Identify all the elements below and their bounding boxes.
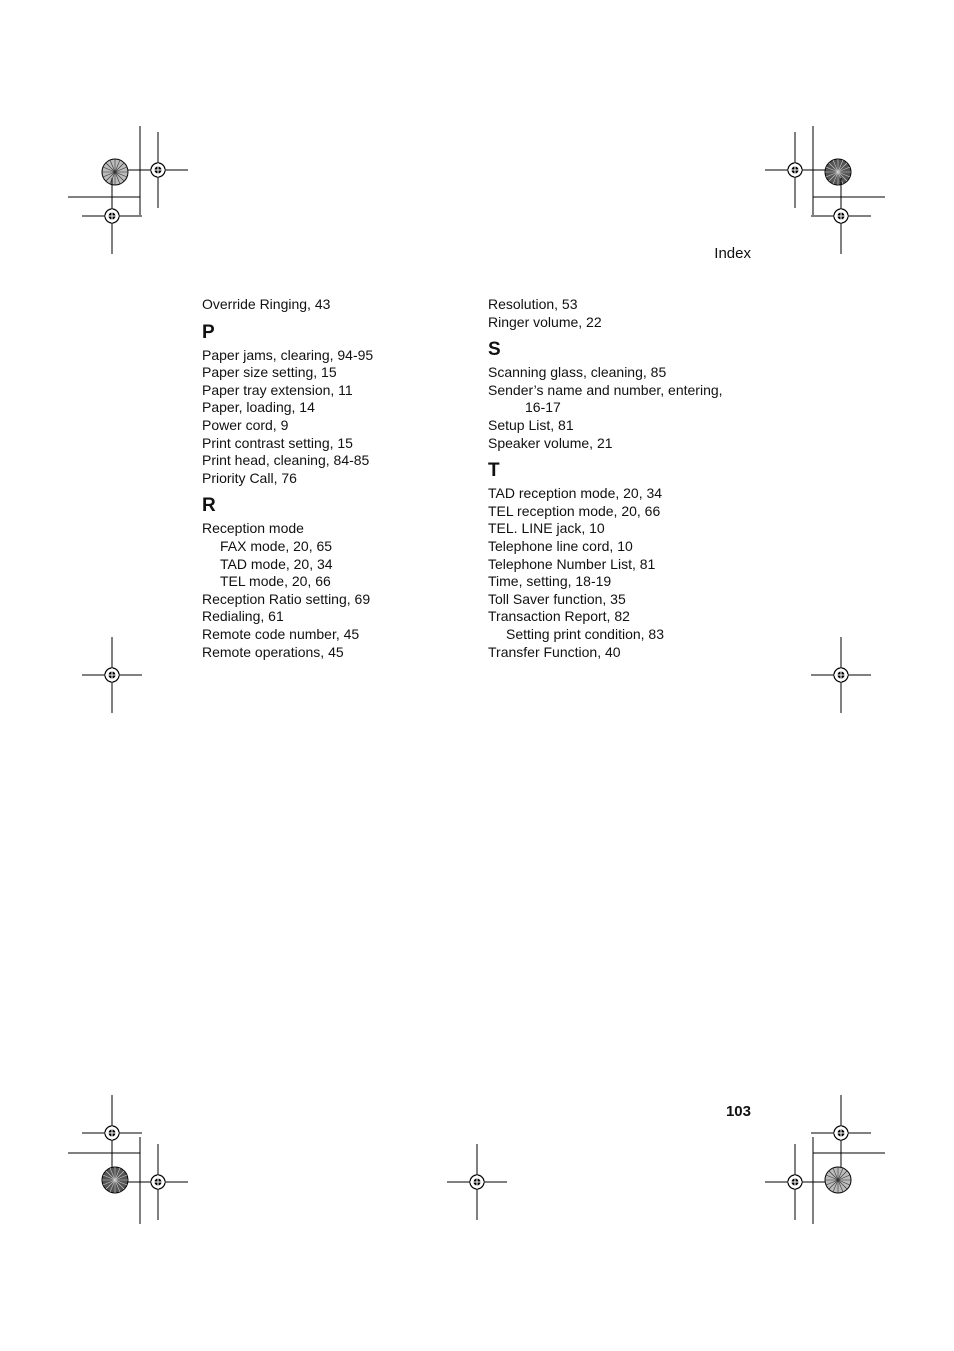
- index-subentry: Setting print condition, 83: [506, 625, 664, 642]
- index-entry: Paper, loading, 14: [202, 399, 315, 416]
- index-entry: Remote operations, 45: [202, 643, 344, 660]
- section-letter-t: T: [488, 460, 500, 482]
- index-entry: Telephone Number List, 81: [488, 555, 656, 572]
- index-entry: Paper jams, clearing, 94-95: [202, 346, 374, 363]
- index-entry: Transfer Function, 40: [488, 643, 621, 660]
- index-entry: TEL. LINE jack, 10: [488, 520, 605, 537]
- index-column-right: [488, 296, 723, 661]
- section-letter-p: P: [202, 321, 215, 343]
- index-entry: Time, setting, 18-19: [488, 573, 612, 590]
- index-entry: Telephone line cord, 10: [488, 537, 633, 554]
- index-entry: Toll Saver function, 35: [488, 590, 626, 607]
- index-subentry: TAD mode, 20, 34: [220, 555, 333, 572]
- index-entry: Reception mode: [202, 520, 304, 537]
- index-entry: Transaction Report, 82: [488, 608, 630, 625]
- page-number: 103: [725, 1103, 751, 1120]
- index-entry: Sender’s name and number, entering,: [488, 381, 723, 398]
- index-entry: Paper tray extension, 11: [202, 381, 353, 398]
- index-entry: Remote code number, 45: [202, 625, 360, 642]
- section-letter-s: S: [488, 339, 501, 361]
- index-entry: Override Ringing, 43: [202, 296, 331, 312]
- index-subentry: TEL mode, 20, 66: [220, 573, 331, 590]
- index-entry: Power cord, 9: [202, 416, 289, 433]
- index-entry: Resolution, 53: [488, 296, 578, 312]
- index-entry: Paper size setting, 15: [202, 364, 337, 381]
- index-subentry: FAX mode, 20, 65: [220, 537, 333, 554]
- index-entry: Print head, cleaning, 84-85: [202, 452, 370, 469]
- index-entry: TAD reception mode, 20, 34: [488, 485, 663, 502]
- index-entry: Speaker volume, 21: [488, 434, 613, 451]
- index-entry: Ringer volume, 22: [488, 313, 602, 330]
- index-entry: Priority Call, 76: [202, 469, 297, 486]
- index-entry: Setup List, 81: [488, 416, 574, 433]
- index-column-left: [202, 296, 373, 661]
- index-entry: Reception Ratio setting, 69: [202, 590, 371, 607]
- index-entry: Scanning glass, cleaning, 85: [488, 364, 667, 381]
- index-entry: Redialing, 61: [202, 608, 284, 625]
- running-header: Index: [714, 245, 751, 262]
- index-entry: TEL reception mode, 20, 66: [488, 502, 661, 519]
- section-letter-r: R: [202, 495, 216, 517]
- index-entry: 16-17: [525, 399, 561, 416]
- index-entry: Print contrast setting, 15: [202, 434, 353, 451]
